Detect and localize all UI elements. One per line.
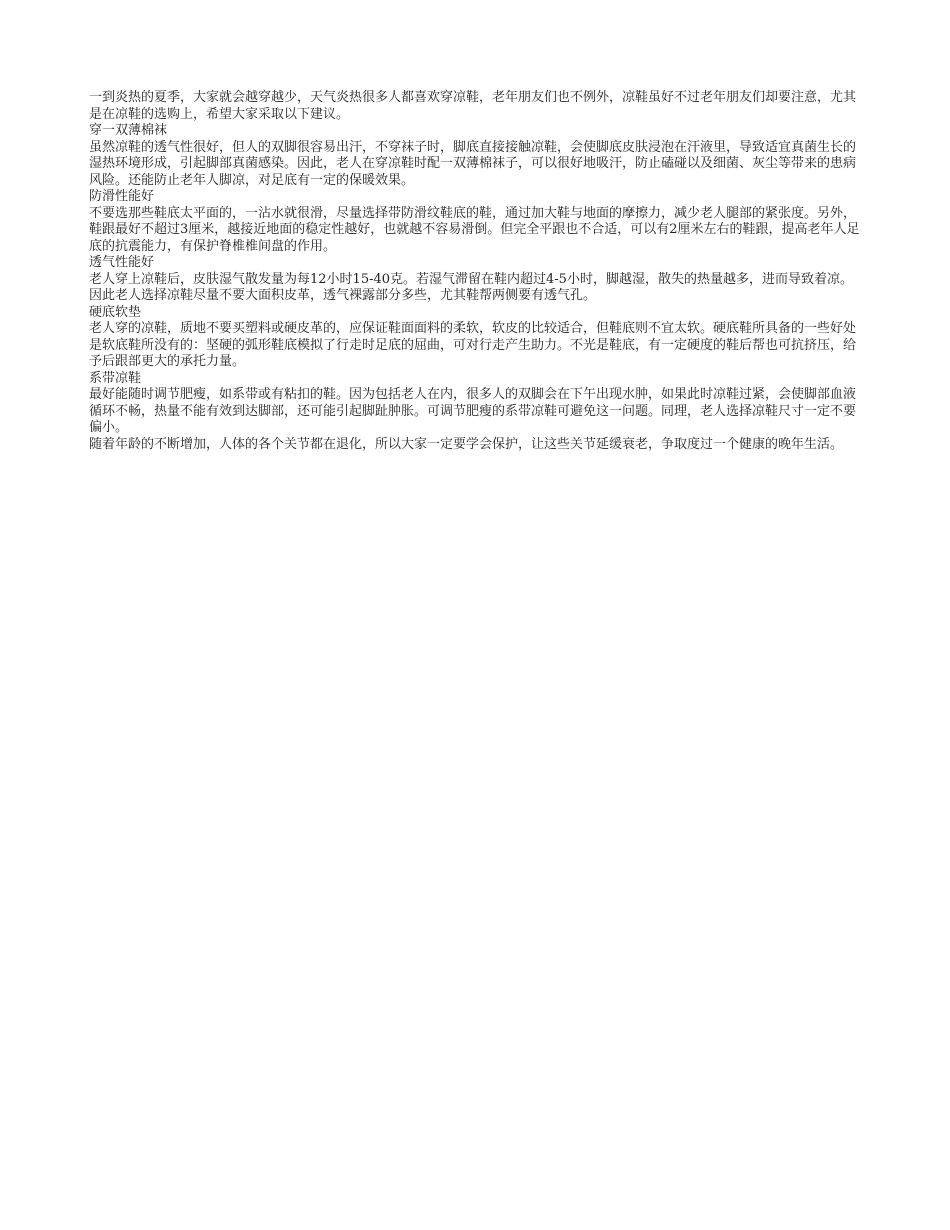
intro-paragraph: 一到炎热的夏季，大家就会越穿越少，天气炎热很多人都喜欢穿凉鞋，老年朋友们也不例外，凉鞋虽好不过老年朋友们却要注意，尤其是在凉鞋的选购上，希望大家采取以下建议。 [89, 90, 857, 122]
section-body-cotton-socks: 虽然凉鞋的透气性很好，但人的双脚很容易出汗，不穿袜子时，脚底直接接触凉鞋，会使脚底皮肤浸泡在汗液里，导致适宜真菌生长的湿热环境形成，引起脚部真菌感染。因此，老人在穿凉鞋时配一双薄棉袜子，可以很好地吸汗，防止磕碰以及细菌、灰尘等带来的患病风险。还能防止老年人脚凉，对足底有一定的保暖效果。 [89, 139, 857, 188]
section-heading-anti-slip: 防滑性能好 [89, 189, 155, 204]
section-body-strap-sandals: 最好能随时调节肥瘦，如系带或有粘扣的鞋。因为包括老人在内，很多人的双脚会在下午出现水肿，如果此时凉鞋过紧，会使脚部血液循环不畅，热量不能有效到达脚部，还可能引起脚趾肿胀。可调节肥瘦的系带凉鞋可避免这一问题。同理，老人选择凉鞋尺寸一定不要偏小。 [89, 387, 857, 435]
conclusion-paragraph: 随着年龄的不断增加，人体的各个关节都在退化，所以大家一定要学会保护，让这些关节延缓衰老，争取度过一个健康的晚年生活。 [89, 436, 844, 452]
section-body-anti-slip: 不要选那些鞋底太平面的，一沾水就很滑，尽量选择带防滑纹鞋底的鞋，通过加大鞋与地面的摩擦力，减少老人腿部的紧张度。另外，鞋跟最好不超过3厘米，越接近地面的稳定性越好，也就越不容易滑倒。但完全平跟也不合适，可以有2厘米左右的鞋跟，提高老年人足底的抗震能力，有保护脊椎椎间盘的作用。 [89, 205, 860, 254]
section-body-hard-sole: 老人穿的凉鞋，质地不要买塑料或硬皮革的，应保证鞋面面料的柔软，软皮的比较适合，但鞋底则不宜太软。硬底鞋所具备的一些好处是软底鞋所没有的：坚硬的弧形鞋底模拟了行走时足底的屈曲，可对行走产生助力。不光是鞋底，有一定硬度的鞋后帮也可抗挤压，给予后跟部更大的承托力量。 [89, 321, 857, 369]
section-heading-hard-sole: 硬底软垫 [89, 304, 142, 320]
section-body-breathability: 老人穿上凉鞋后，皮肤湿气散发量为每12小时15-40克。若湿气滞留在鞋内超过4-5小时，脚越湿，散失的热量越多，进而导致着凉。因此老人选择凉鞋尽量不要大面积皮革，透气裸露部分多些，尤其鞋帮两侧要有透气孔。 [89, 271, 853, 303]
section-heading-breathability: 透气性能好 [89, 255, 155, 270]
article-body [89, 90, 861, 453]
section-heading-strap-sandals: 系带凉鞋 [89, 370, 142, 386]
section-heading-cotton-socks: 穿一双薄棉袜 [89, 123, 168, 138]
